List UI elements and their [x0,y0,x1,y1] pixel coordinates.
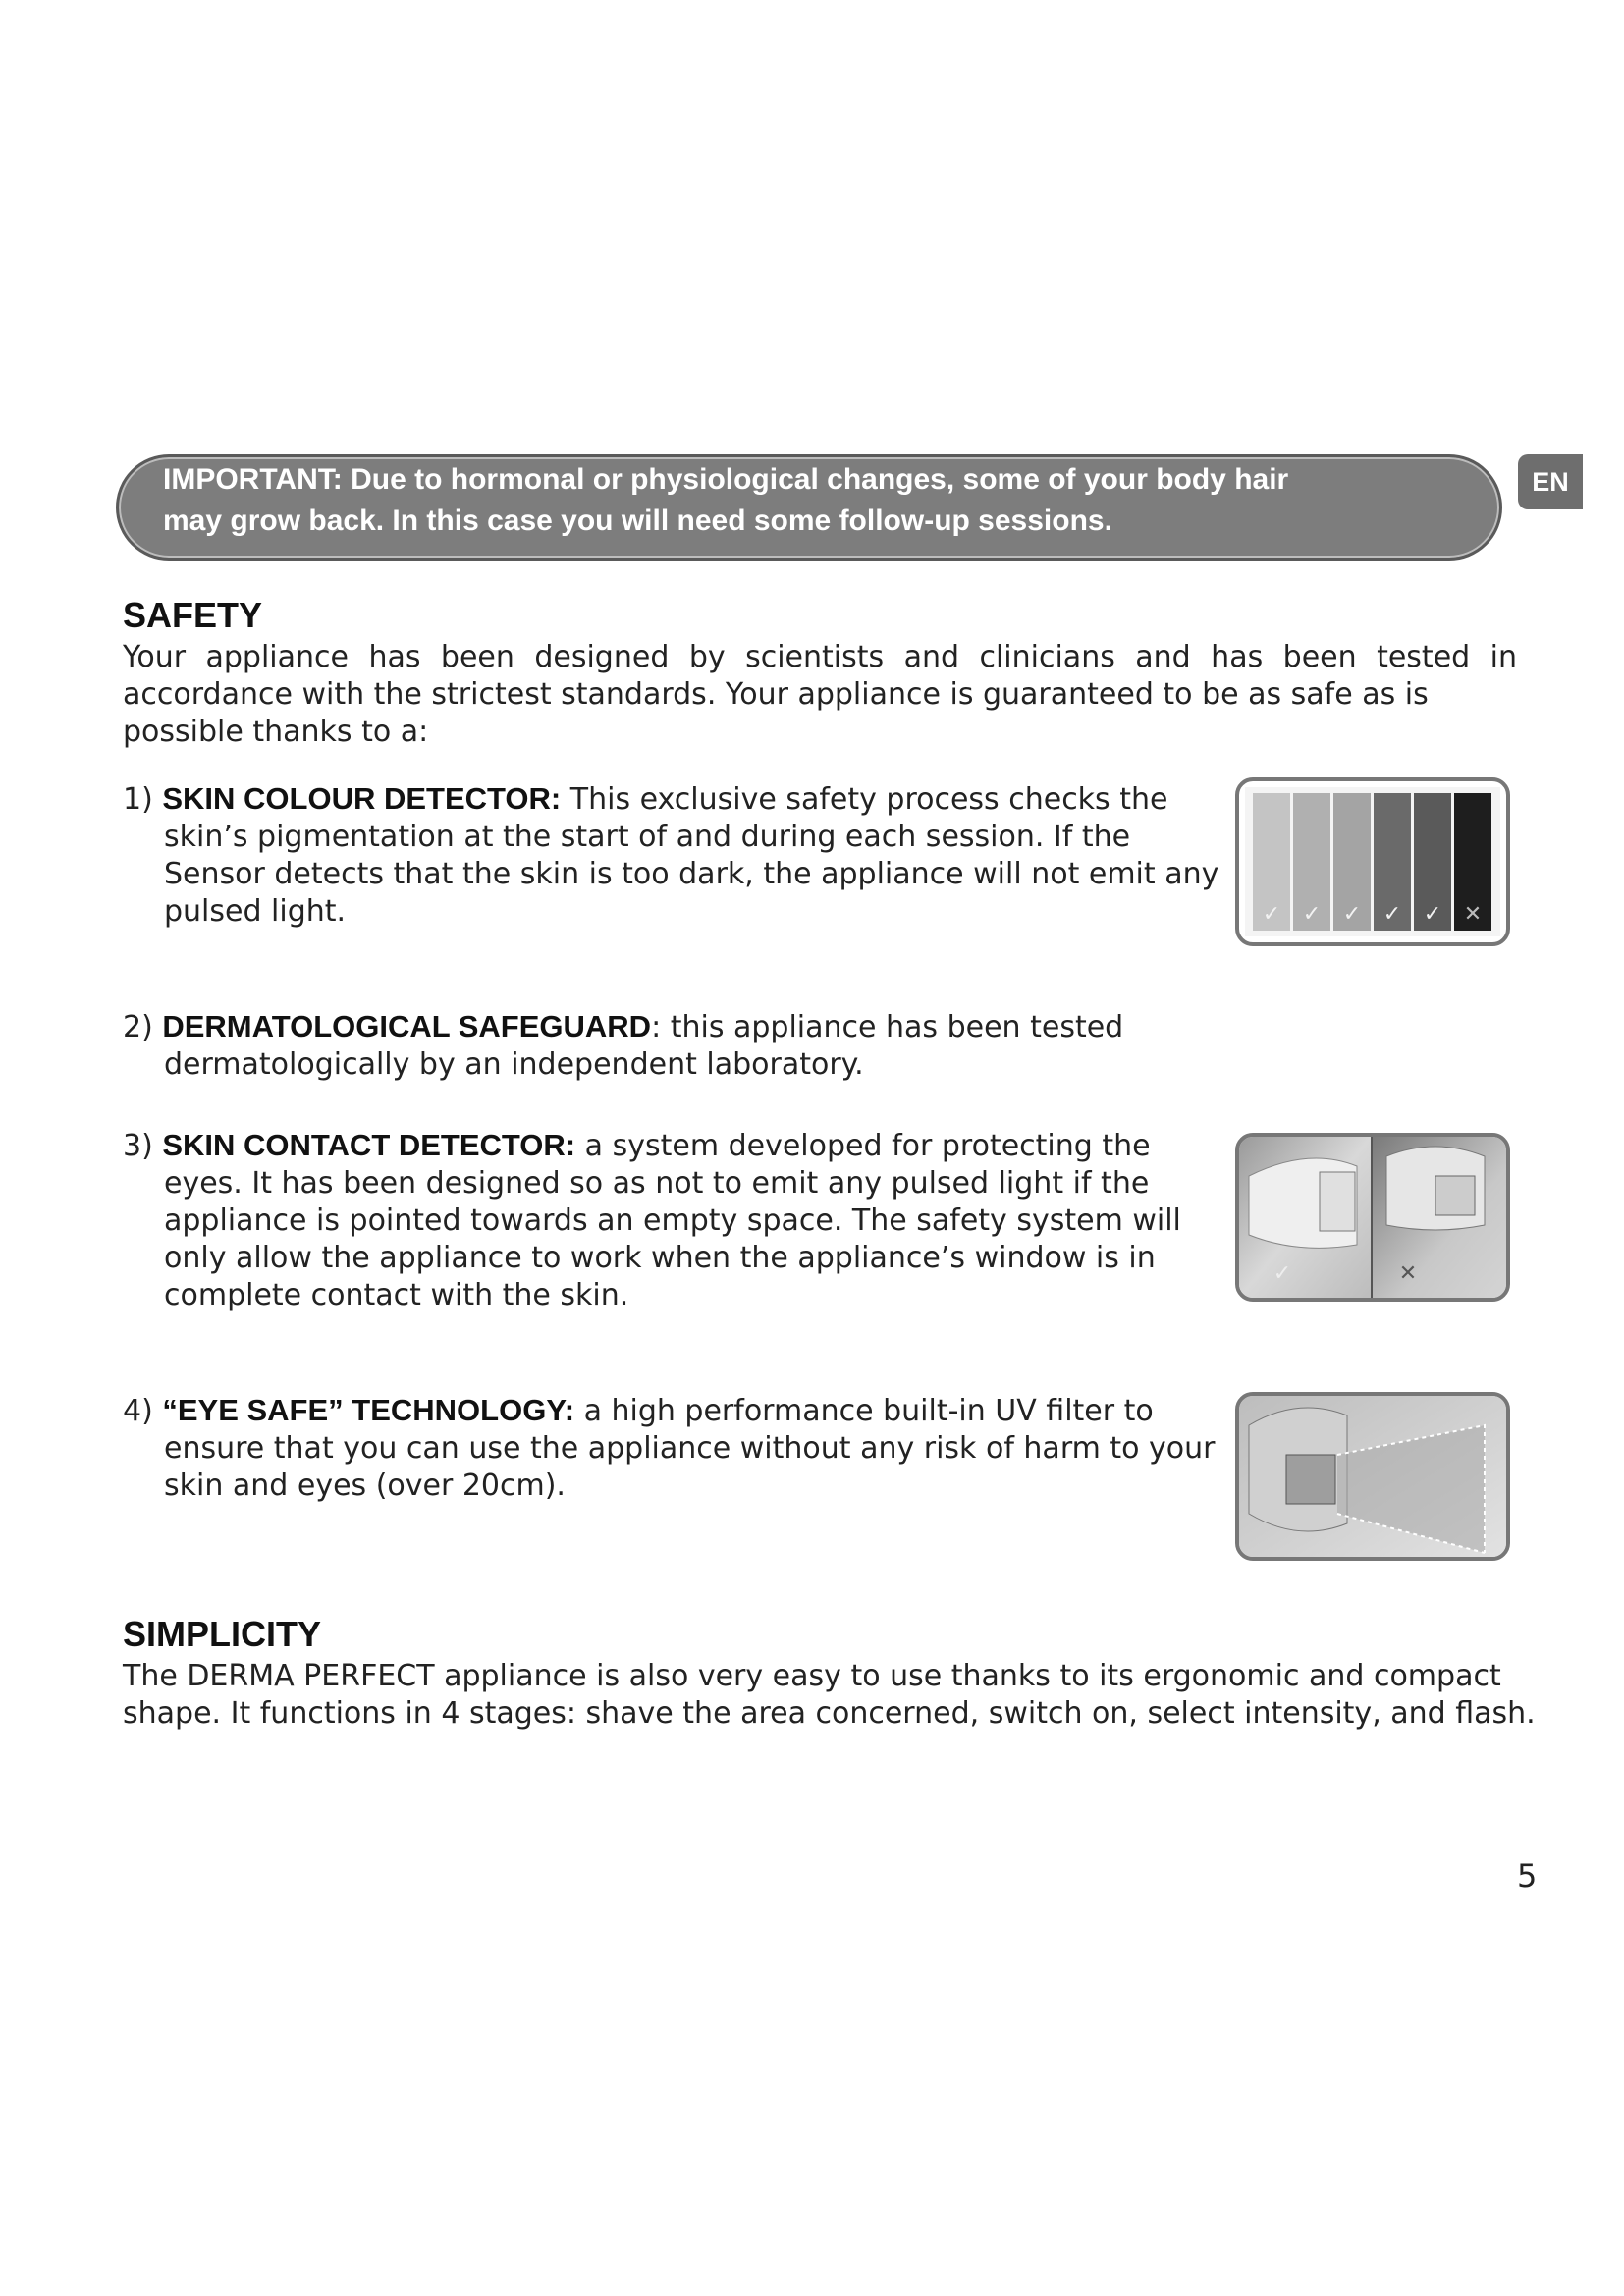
item-2-number: 2) [123,1010,153,1044]
item-1-number: 1) [123,782,153,817]
safety-heading: SAFETY [123,595,263,635]
skin-tone-mark-1: ✓ [1262,902,1281,927]
simplicity-line-2: shape. It functions in 4 stages: shave the area concerned, switch on, select intensity, and flash. [123,1696,1536,1731]
item-2-title: DERMATOLOGICAL SAFEGUARD [162,1009,652,1043]
item-1-line-3: Sensor detects that the skin is too dark, the appliance will not emit any [164,857,1219,891]
item-4-line-1: a high performance built-in UV filter to [574,1394,1154,1428]
simplicity-text [123,1658,1566,1733]
safety-item-3 [123,1127,1242,1314]
item-3-line-1: a system developed for protecting the [575,1129,1151,1163]
item-2-line-1: : this appliance has been tested [651,1010,1124,1044]
item-4-title: “EYE SAFE” TECHNOLOGY: [162,1393,575,1427]
item-1-title: SKIN COLOUR DETECTOR: [162,781,562,816]
item-1-line-4: pulsed light. [164,894,347,929]
item-4-number: 4) [123,1394,153,1428]
item-3-title: SKIN CONTACT DETECTOR: [162,1128,576,1162]
page-number: 5 [1517,1857,1538,1895]
important-line-2: may grow back. In this case you will need some follow-up sessions. [163,505,1112,537]
simplicity-line-1: The DERMA PERFECT appliance is also very easy to use thanks to its ergonomic and compact [123,1659,1501,1693]
contact-no-mark: ✕ [1398,1261,1418,1286]
safety-item-2 [123,1008,1242,1084]
item-2-line-2: dermatologically by an independent laboratory. [164,1047,864,1082]
item-3-line-2: eyes. It has been designed so as not to emit any pulsed light if the [164,1166,1150,1201]
important-line-1: IMPORTANT: Due to hormonal or physiological changes, some of your body hair [163,463,1289,496]
skin-colour-scale [1239,781,1506,942]
item-1-line-1: This exclusive safety process checks the [561,782,1168,817]
item-3-line-4: only allow the appliance to work when the appliance’s window is in [164,1241,1156,1275]
contact-ok-mark: ✓ [1272,1261,1292,1286]
item-3-line-5: complete contact with the skin. [164,1278,629,1312]
safety-intro-line-2: accordance with the strictest standards. Your appliance is guaranteed to be as safe as is [123,677,1429,712]
item-1-line-2: skin’s pigmentation at the start of and during each session. If the [164,820,1131,854]
skin-contact-illustration [1239,1137,1506,1298]
eye-safe-image [1235,1392,1510,1561]
item-3-line-3: appliance is pointed towards an empty space. The safety system will [164,1203,1181,1238]
safety-intro [123,639,1517,751]
skin-tone-mark-6: ✕ [1463,902,1483,927]
skin-tone-mark-3: ✓ [1342,902,1362,927]
skin-contact-image [1235,1133,1510,1302]
skin-tone-mark-2: ✓ [1302,902,1322,927]
skin-tone-mark-4: ✓ [1382,902,1402,927]
safety-intro-line-3: possible thanks to a: [123,715,429,749]
simplicity-heading: SIMPLICITY [123,1614,322,1654]
skin-colour-scale-image [1235,777,1510,946]
important-text [163,459,1439,542]
item-4-line-2: ensure that you can use the appliance without any risk of harm to your [164,1431,1216,1466]
eye-safe-illustration [1239,1396,1506,1557]
item-4-line-3: skin and eyes (over 20cm). [164,1468,566,1503]
item-3-number: 3) [123,1129,153,1163]
safety-intro-line-1: Your appliance has been designed by scientists and clinicians and has been tested in [123,640,1517,674]
safety-item-4 [123,1392,1242,1505]
language-tab: EN [1518,454,1583,509]
skin-tone-mark-5: ✓ [1423,902,1442,927]
safety-item-1 [123,780,1242,931]
